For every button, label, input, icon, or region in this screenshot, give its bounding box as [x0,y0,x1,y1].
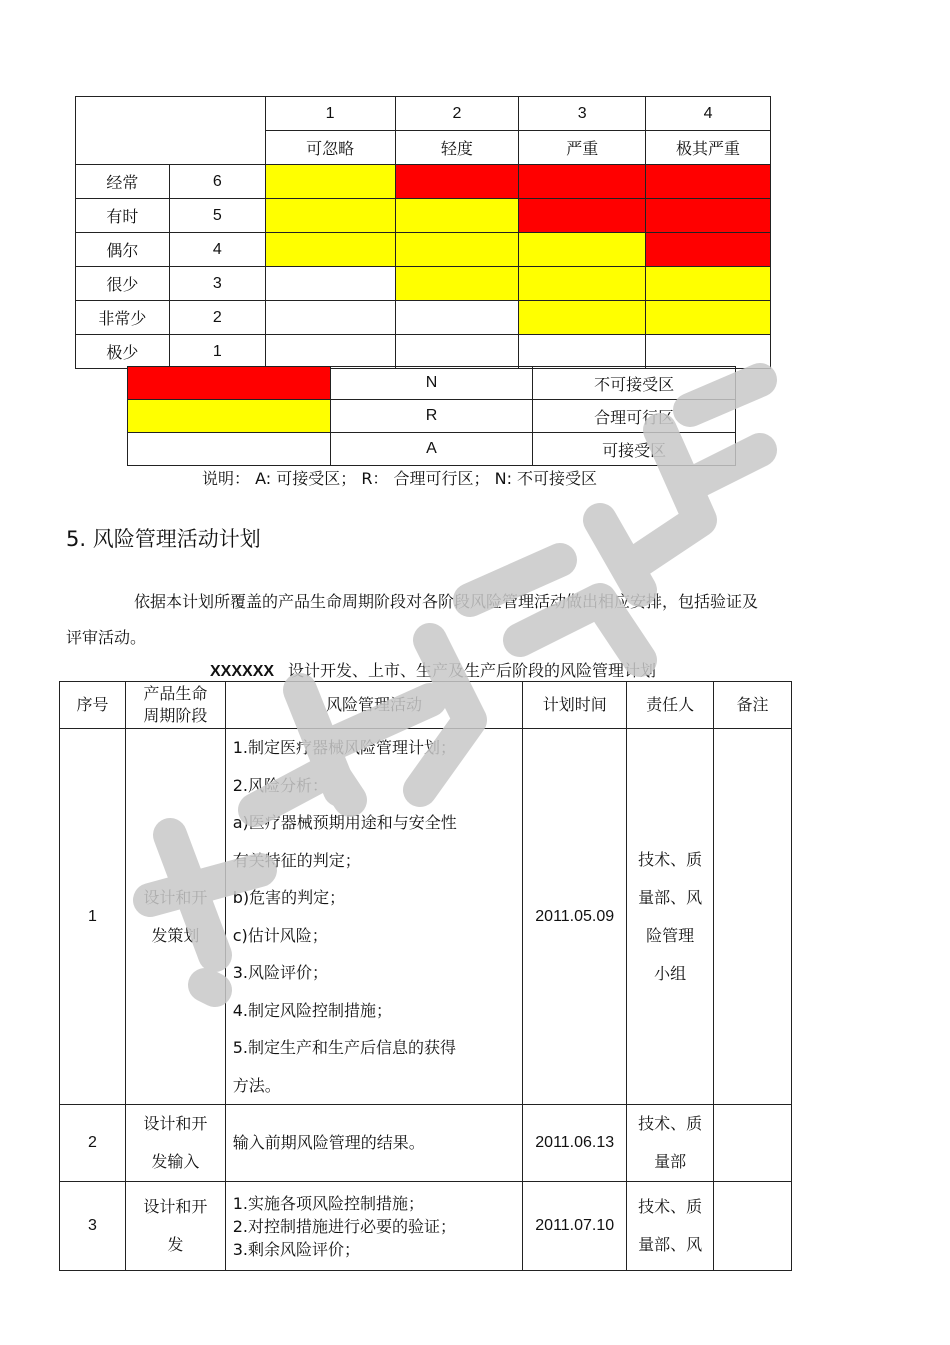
matrix-row [76,267,771,301]
plan-row [60,729,792,1105]
likelihood-label: 有时 [76,199,170,233]
likelihood-num: 2 [169,301,265,335]
activity-line: 1.实施各项风险控制措施； [232,1193,425,1213]
activity-line: 输入前期风险管理的结果。 [232,1133,425,1153]
risk-zone-cell [265,335,395,369]
plan-body [60,729,792,1271]
risk-zone-cell [395,267,519,301]
risk-zone-cell [519,233,646,267]
risk-zone-cell [519,165,646,199]
legend-meaning: 可接受区 [533,433,736,466]
likelihood-label: 经常 [76,165,170,199]
likelihood-num: 5 [169,199,265,233]
row-stage: 设计和开 发输入 [125,1105,225,1182]
activity-line: 3.风险评价； [232,963,329,982]
plan-header-row [60,682,792,729]
row-no: 2 [60,1105,126,1182]
likelihood-num: 6 [169,165,265,199]
section-heading: 5. 风险管理活动计划 [66,527,261,551]
row-stage: 设计和开 发 [125,1182,225,1271]
legend-row [128,367,736,400]
risk-zone-cell [646,165,771,199]
activity-line: 3.剩余风险评价； [232,1239,361,1259]
legend-row [128,400,736,433]
likelihood-label: 极少 [76,335,170,369]
row-activities [225,1105,523,1182]
header-stage: 产品生命 周期阶段 [125,682,225,729]
activity-line: 2.风险分析： [232,775,329,795]
severity-num: 1 [265,97,395,131]
risk-zone-cell [646,335,771,369]
row-owner: 技术、质 量部、风 险管理 小组 [627,729,714,1105]
risk-zone-cell [519,267,646,301]
severity-label: 极其严重 [646,131,771,165]
risk-zone-cell [265,233,395,267]
risk-zone-cell [519,301,646,335]
activity-line: 有关特征的判定； [232,850,361,870]
matrix-row [76,199,771,233]
watermark-stroke [600,520,640,590]
legend-row [128,433,736,466]
matrix-row [76,301,771,335]
legend-code: A [330,433,533,466]
row-time: 2011.05.09 [523,729,627,1105]
likelihood-label: 很少 [76,267,170,301]
header-activity: 风险管理活动 [225,682,523,729]
row-remark [714,1182,792,1271]
row-time: 2011.06.13 [523,1105,627,1182]
risk-zone-cell [519,199,646,233]
severity-num: 4 [646,97,771,131]
plan-row [60,1105,792,1182]
risk-zone-cell [265,267,395,301]
row-remark [714,1105,792,1182]
row-owner: 技术、质 量部 [627,1105,714,1182]
row-activities [225,1182,523,1271]
activity-line: c)估计风险； [232,925,328,945]
activity-line: b)危害的判定； [232,888,346,907]
severity-num: 2 [395,97,519,131]
risk-zone-cell [395,165,519,199]
row-no: 3 [60,1182,126,1271]
risk-zone-cell [395,335,519,369]
risk-plan-table [59,681,792,1271]
risk-zone-cell [395,301,519,335]
intro-paragraph-line: 评审活动。 [66,628,147,647]
severity-num: 3 [519,97,646,131]
likelihood-label: 偶尔 [76,233,170,267]
legend-swatch-white [128,433,331,466]
activity-line: 1.制定医疗器械风险管理计划； [232,738,457,757]
header-no: 序号 [60,682,126,729]
risk-zone-cell [395,233,519,267]
activity-line: a)医疗器械预期用途和与安全性 [232,813,457,832]
row-no: 1 [60,729,126,1105]
risk-zone-cell [646,233,771,267]
risk-zone-cell [265,165,395,199]
legend-code: R [330,400,533,433]
row-activities [225,729,523,1105]
risk-matrix [75,96,771,369]
risk-zone-cell [395,199,519,233]
activity-line: 5.制定生产和生产后信息的获得 [232,1038,457,1057]
row-owner: 技术、质 量部、风 [627,1182,714,1271]
risk-zone-cell [646,301,771,335]
plan-table-caption [210,658,656,681]
legend-swatch-yellow [128,400,331,433]
legend-meaning: 不可接受区 [533,367,736,400]
matrix-corner-cell [76,97,266,165]
severity-label: 可忽略 [265,131,395,165]
risk-zone-cell [265,301,395,335]
legend-table [127,366,736,466]
risk-zone-cell [519,335,646,369]
row-time: 2011.07.10 [523,1182,627,1271]
row-stage: 设计和开 发策划 [125,729,225,1105]
row-remark [714,729,792,1105]
caption-text: 设计开发、上市、生产及生产后阶段的风险管理计划 [288,661,657,680]
matrix-row [76,233,771,267]
activity-line: 4.制定风险控制措施； [232,1000,393,1020]
likelihood-num: 1 [169,335,265,369]
legend-note: 说明： A: 可接受区； R： 合理可行区； N: 不可接受区 [202,469,598,488]
severity-label: 轻度 [395,131,519,165]
likelihood-num: 3 [169,267,265,301]
intro-paragraph-line: 依据本计划所覆盖的产品生命周期阶段对各阶段风险管理活动做出相应安排，包括验证及 [134,592,759,611]
likelihood-num: 4 [169,233,265,267]
severity-label: 严重 [519,131,646,165]
caption-product-code: XXXXXX [210,663,275,680]
risk-zone-cell [646,267,771,301]
legend-meaning: 合理可行区 [533,400,736,433]
header-time: 计划时间 [523,682,627,729]
activity-line: 2.对控制措施进行必要的验证； [232,1216,457,1236]
header-remark: 备注 [714,682,792,729]
matrix-row [76,165,771,199]
likelihood-label: 非常少 [76,301,170,335]
legend-code: N [330,367,533,400]
plan-row [60,1182,792,1271]
header-owner: 责任人 [627,682,714,729]
risk-zone-cell [265,199,395,233]
activity-line: 方法。 [232,1075,281,1095]
matrix-row [76,335,771,369]
matrix-body [76,165,771,369]
risk-zone-cell [646,199,771,233]
legend-swatch-red [128,367,331,400]
